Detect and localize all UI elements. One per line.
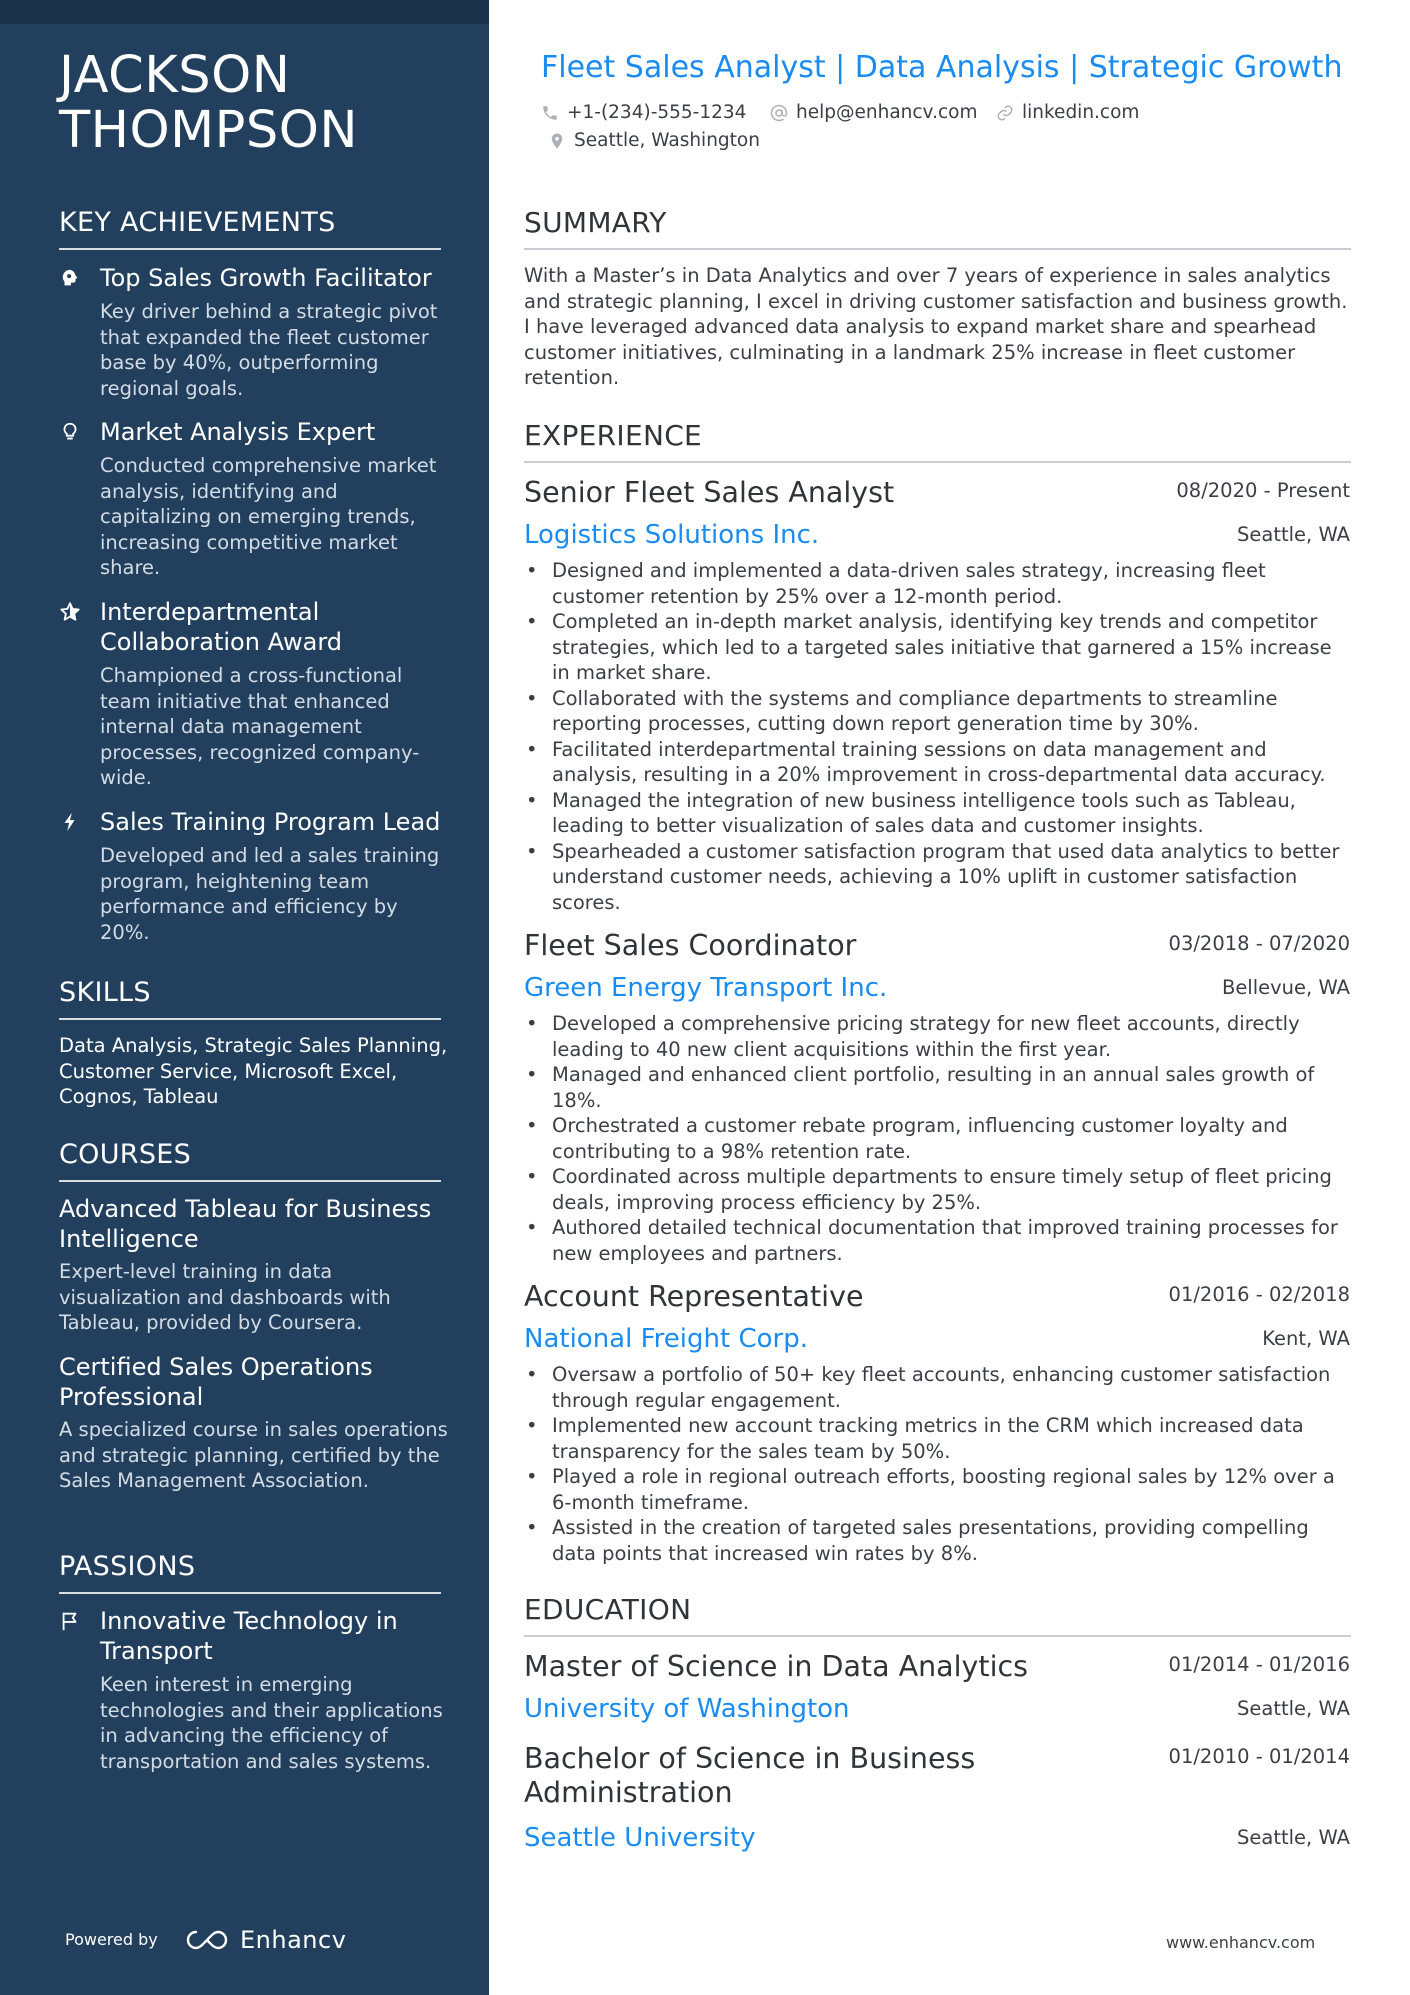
job-title: Account Representative (524, 1280, 864, 1313)
company-name[interactable]: Green Energy Transport Inc. (524, 973, 888, 1003)
linkedin-text: linkedin.com (1022, 102, 1140, 123)
achievement-title: Top Sales Growth Facilitator (100, 264, 432, 292)
achievement-item (59, 263, 449, 401)
job-location: Seattle, WA (1237, 523, 1350, 546)
list-item: • Spearheaded a customer satisfaction program that used data analytics to better understand customer needs, achieving a 10% uplift in customer satisfaction scores. (524, 839, 1351, 916)
skills-heading: SKILLS (59, 976, 441, 1020)
achievement-item (59, 417, 449, 581)
courses-heading: COURSES (59, 1138, 441, 1182)
achievement-title: Market Analysis Expert (100, 418, 376, 446)
passions-heading: PASSIONS (59, 1550, 441, 1594)
education-dates: 01/2010 - 01/2014 (1168, 1745, 1350, 1768)
course-item (59, 1194, 449, 1336)
list-item: • Managed and enhanced client portfolio, resulting in an annual sales growth of 18%. (524, 1062, 1351, 1113)
list-item: • Played a role in regional outreach efforts, boosting regional sales by 12% over a 6-month timeframe. (524, 1464, 1351, 1515)
list-item: • Facilitated interdepartmental training sessions on data management and analysis, resulting in a 20% improvement in cross-departmental data accuracy. (524, 737, 1351, 788)
powered-by-label: Powered by (65, 1930, 158, 1949)
list-item: • Designed and implemented a data-driven sales strategy, increasing fleet customer retention by 25% over a 12-month period. (524, 558, 1351, 609)
education-dates: 01/2014 - 01/2016 (1168, 1653, 1350, 1676)
job-bullets (524, 558, 1351, 915)
location-pin-icon (548, 132, 566, 150)
job-title: Fleet Sales Coordinator (524, 929, 857, 962)
link-icon (996, 104, 1014, 122)
course-desc: Expert-level training in data visualization and dashboards with Tableau, provided by Coursera. (59, 1260, 391, 1335)
degree-title: Master of Science in Data Analytics (524, 1650, 1029, 1683)
list-item: • Coordinated across multiple departments to ensure timely setup of fleet pricing deals, improving process efficiency by 25%. (524, 1164, 1351, 1215)
education-heading: EDUCATION (524, 1593, 1351, 1637)
brand-name: Enhancv (240, 1926, 347, 1954)
school-location: Seattle, WA (1237, 1826, 1350, 1849)
brain-icon (59, 267, 83, 291)
list-item: • Assisted in the creation of targeted sales presentations, providing compelling data points that increased win rates by 8%. (524, 1515, 1351, 1566)
school-name[interactable]: University of Washington (524, 1694, 850, 1724)
headline-tagline: Fleet Sales Analyst | Data Analysis | Strategic Growth (541, 50, 1343, 85)
achievement-desc: Championed a cross-functional team initiative that enhanced internal data management processes, recognized company-wide. (100, 664, 420, 790)
infinity-logo-icon (184, 1928, 230, 1952)
job-location: Bellevue, WA (1221, 976, 1350, 999)
summary-heading: SUMMARY (524, 206, 1351, 250)
course-item (59, 1352, 449, 1494)
sidebar (0, 0, 489, 1995)
contact-email[interactable] (770, 101, 977, 125)
at-sign-icon (770, 104, 788, 122)
experience-heading: EXPERIENCE (524, 419, 1351, 463)
job-bullets (524, 1362, 1351, 1566)
lightbulb-icon (59, 421, 83, 445)
list-item: • Collaborated with the systems and compliance departments to streamline reporting processes, cutting down report generation time by 30%. (524, 686, 1351, 737)
phone-icon (541, 104, 559, 122)
job-title: Senior Fleet Sales Analyst (524, 476, 895, 509)
footer-url[interactable]: www.enhancv.com (1166, 1933, 1316, 1952)
course-title: Certified Sales Operations Professional (59, 1353, 373, 1411)
flag-icon (59, 1610, 83, 1634)
skills-list: Data Analysis, Strategic Sales Planning, Customer Service, Microsoft Excel, Cognos, Tableau (59, 1034, 448, 1109)
achievement-title: Interdepartmental Collaboration Award (100, 598, 343, 656)
passion-title: Innovative Technology in Transport (100, 1607, 398, 1665)
course-desc: A specialized course in sales operations and strategic planning, certified by the Sales Management Association. (59, 1418, 448, 1493)
list-item: • Developed a comprehensive pricing strategy for new fleet accounts, directly leading to 40 new client acquisitions within the first year. (524, 1011, 1351, 1062)
lightning-icon (59, 811, 83, 835)
list-item: • Managed the integration of new business intelligence tools such as Tableau, leading to better visualization of sales data and customer insights. (524, 788, 1351, 839)
email-text: help@enhancv.com (796, 102, 978, 123)
school-location: Seattle, WA (1237, 1697, 1350, 1720)
list-item: • Implemented new account tracking metrics in the CRM which increased data transparency for the sales team by 50%. (524, 1413, 1351, 1464)
job-bullets (524, 1011, 1351, 1266)
list-item: • Completed an in-depth market analysis, identifying key trends and competitor strategies, which led to a targeted sales initiative that garnered a 15% increase in market share. (524, 609, 1351, 686)
achievement-title: Sales Training Program Lead (100, 808, 441, 836)
candidate-name: JACKSON THOMPSON (59, 46, 359, 160)
achievement-desc: Key driver behind a strategic pivot that expanded the fleet customer base by 40%, outperforming regional goals. (100, 300, 438, 400)
contact-phone[interactable] (541, 101, 746, 125)
degree-title: Bachelor of Science in Business Administration (524, 1742, 976, 1809)
achievement-desc: Developed and led a sales training program, heightening team performance and efficiency by 20%. (100, 844, 440, 944)
achievement-item (59, 807, 449, 945)
company-name[interactable]: Logistics Solutions Inc. (524, 520, 820, 550)
course-title: Advanced Tableau for Business Intelligence (59, 1195, 432, 1253)
job-dates: 03/2018 - 07/2020 (1168, 932, 1350, 955)
sidebar-top-strip (0, 0, 489, 24)
job-location: Kent, WA (1262, 1327, 1350, 1350)
company-name[interactable]: National Freight Corp. (524, 1324, 808, 1354)
passion-desc: Keen interest in emerging technologies and their applications in advancing the efficiency of transportation and sales systems. (100, 1673, 443, 1773)
achievement-desc: Conducted comprehensive market analysis, identifying and capitalizing on emerging trends, increasing competitive market share. (100, 454, 437, 580)
job-dates: 01/2016 - 02/2018 (1168, 1283, 1350, 1306)
location-text: Seattle, Washington (574, 130, 760, 151)
contact-location (548, 129, 760, 153)
list-item: • Oversaw a portfolio of 50+ key fleet accounts, enhancing customer satisfaction through regular engagement. (524, 1362, 1351, 1413)
summary-text: With a Master’s in Data Analytics and over 7 years of experience in sales analytics and strategic planning, I excel in driving customer satisfaction and business growth. I have leveraged advanced data analysis to expand market share and spearhead customer initiatives, culminating in a landmark 25% increase in fleet customer retention. (524, 264, 1348, 390)
achievement-item (59, 597, 449, 791)
list-item: • Authored detailed technical documentation that improved training processes for new employees and partners. (524, 1215, 1351, 1266)
job-dates: 08/2020 - Present (1176, 479, 1350, 502)
passion-item (59, 1606, 449, 1774)
list-item: • Orchestrated a customer rebate program, influencing customer loyalty and contributing to a 98% retention rate. (524, 1113, 1351, 1164)
phone-text: +1-(234)-555-1234 (567, 102, 747, 123)
school-name[interactable]: Seattle University (524, 1823, 756, 1853)
star-icon (59, 601, 83, 625)
key-achievements-heading: KEY ACHIEVEMENTS (59, 206, 441, 250)
enhancv-logo[interactable] (184, 1925, 346, 1955)
contact-linkedin[interactable] (996, 101, 1139, 125)
